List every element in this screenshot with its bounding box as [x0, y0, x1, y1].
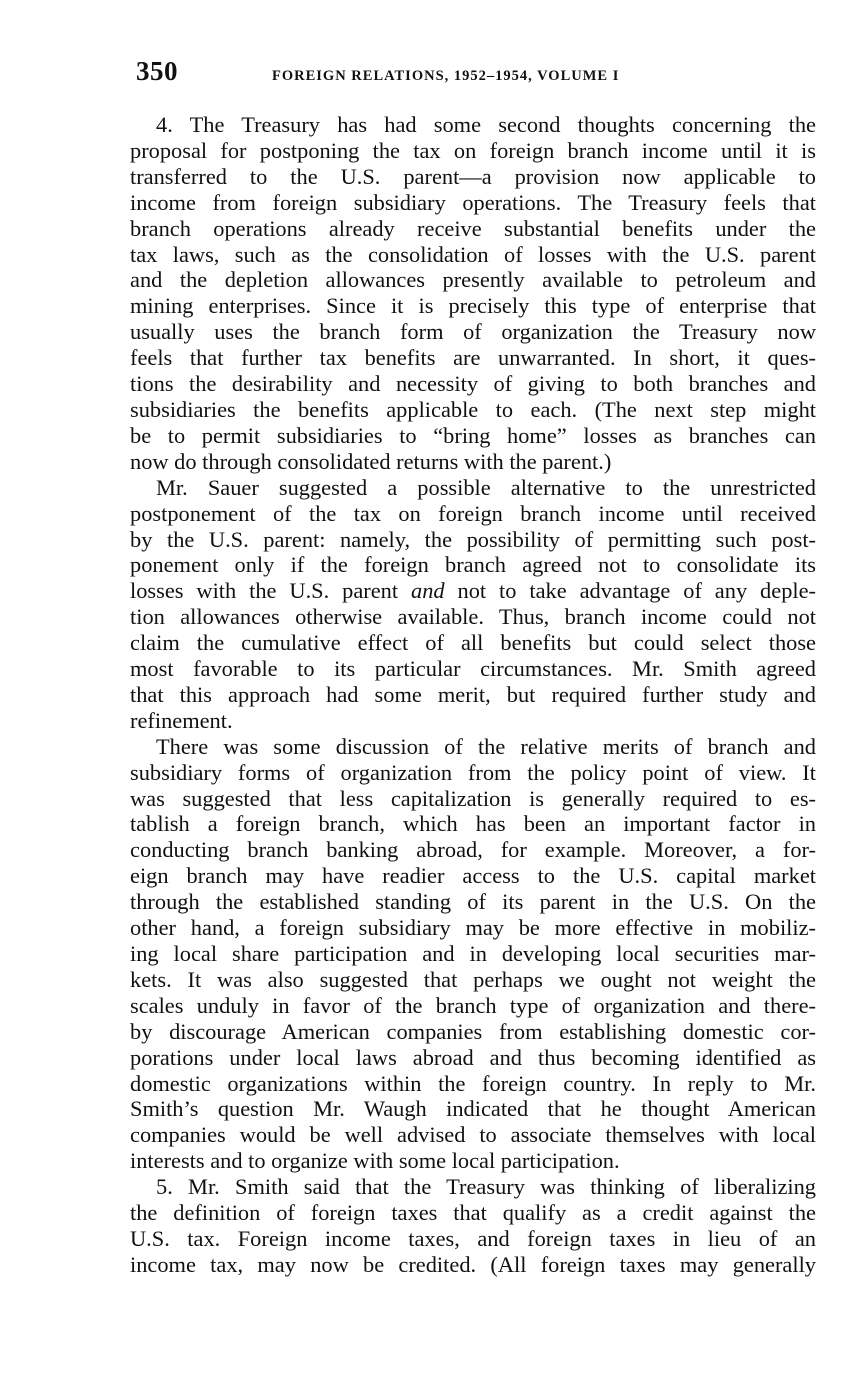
text-line: There was some discussion of the relative merits of branch and — [156, 733, 816, 759]
text-line: tions the desirability and necessity of giving to both branches and — [130, 371, 816, 397]
text-line: proposal for postponing the tax on foreign branch income until it is — [130, 137, 816, 163]
text-line: U.S. tax. Foreign income taxes, and foreign taxes in lieu of an — [130, 1225, 816, 1251]
text-line: 5. Mr. Smith said that the Treasury was thinking of liberalizing — [156, 1174, 816, 1200]
text-line: tion allowances otherwise available. Thus, branch income could not — [130, 604, 816, 630]
text-line: kets. It was also suggested that perhaps we ought not weight the — [130, 966, 816, 992]
paragraph-4 — [130, 1174, 816, 1278]
text-line: interests and to organize with some local participation. — [130, 1148, 620, 1174]
emphasis-and: and — [411, 578, 445, 604]
text-line: feels that further tax benefits are unwarranted. In short, it ques- — [130, 345, 816, 371]
text-line: scales unduly in favor of the branch type of organization and there- — [130, 992, 816, 1018]
text-line-with-emphasis — [130, 578, 816, 604]
text-line: transferred to the U.S. parent—a provision now applicable to — [130, 163, 816, 189]
text-line: ing local share participation and in developing local securities mar- — [130, 941, 816, 966]
text-line: by the U.S. parent: namely, the possibility of permitting such post- — [130, 526, 816, 552]
text-line: conducting branch banking abroad, for example. Moreover, a for- — [130, 837, 816, 863]
paragraph-3 — [130, 734, 816, 1174]
paragraph-1 — [130, 112, 816, 475]
text-line: now do through consolidated returns with the parent.) — [130, 448, 612, 474]
text-line: subsidiary forms of organization from the policy point of view. It — [130, 759, 816, 785]
text-line: the definition of foreign taxes that qualify as a credit against the — [130, 1200, 816, 1226]
text-line: most favorable to its particular circumstances. Mr. Smith agreed — [130, 656, 816, 682]
text-line: postponement of the tax on foreign branch income until received — [130, 500, 816, 526]
text-line: that this approach had some merit, but required further study and — [130, 681, 816, 707]
text-line: companies would be well advised to associate themselves with local — [130, 1122, 816, 1148]
running-head-title: FOREIGN RELATIONS, 1952–1954, VOLUME I — [272, 68, 620, 84]
text-segment: not to take advantage of any deple- — [444, 578, 816, 604]
text-line: claim the cumulative effect of all benefits but could select those — [130, 630, 816, 656]
text-line: porations under local laws abroad and thus becoming identified as — [130, 1044, 816, 1070]
text-segment: losses with the U.S. parent — [130, 578, 411, 604]
text-line: was suggested that less capitalization is generally required to es- — [130, 785, 816, 811]
text-line: tax laws, such as the consolidation of losses with the U.S. parent — [130, 241, 816, 267]
text-line: subsidiaries the benefits applicable to each. (The next step might — [130, 396, 816, 422]
text-line: refinement. — [130, 707, 233, 733]
paragraph-2 — [130, 475, 816, 734]
text-line: branch operations already receive substantial benefits under the — [130, 215, 816, 241]
text-line: tablish a foreign branch, which has been an important factor in — [130, 811, 816, 837]
text-line: other hand, a foreign subsidiary may be more effective in mobiliz- — [130, 915, 816, 941]
text-line: be to permit subsidiaries to “bring home” losses as branches can — [130, 422, 816, 448]
text-line: by discourage American companies from establishing domestic cor- — [130, 1018, 816, 1044]
text-line: Mr. Sauer suggested a possible alternative to the unrestricted — [156, 474, 816, 500]
text-line: domestic organizations within the foreign country. In reply to Mr. — [130, 1070, 816, 1096]
text-line: Smith’s question Mr. Waugh indicated that he thought American — [130, 1096, 816, 1122]
text-line: 4. The Treasury has had some second thoughts concerning the — [156, 112, 816, 137]
text-line: ponement only if the foreign branch agreed not to consolidate its — [130, 552, 816, 578]
text-line: usually uses the branch form of organization the Treasury now — [130, 319, 816, 345]
page-number: 350 — [136, 56, 178, 86]
text-line: eign branch may have readier access to the U.S. capital market — [130, 863, 816, 889]
text-line: income tax, may now be credited. (All foreign taxes may generally — [130, 1251, 816, 1277]
body-text — [130, 112, 816, 1278]
text-line: through the established standing of its parent in the U.S. On the — [130, 889, 816, 915]
text-line: income from foreign subsidiary operations. The Treasury feels that — [130, 189, 816, 215]
text-line: and the depletion allowances presently available to petroleum and — [130, 267, 816, 293]
text-line: mining enterprises. Since it is precisely this type of enterprise that — [130, 293, 816, 319]
